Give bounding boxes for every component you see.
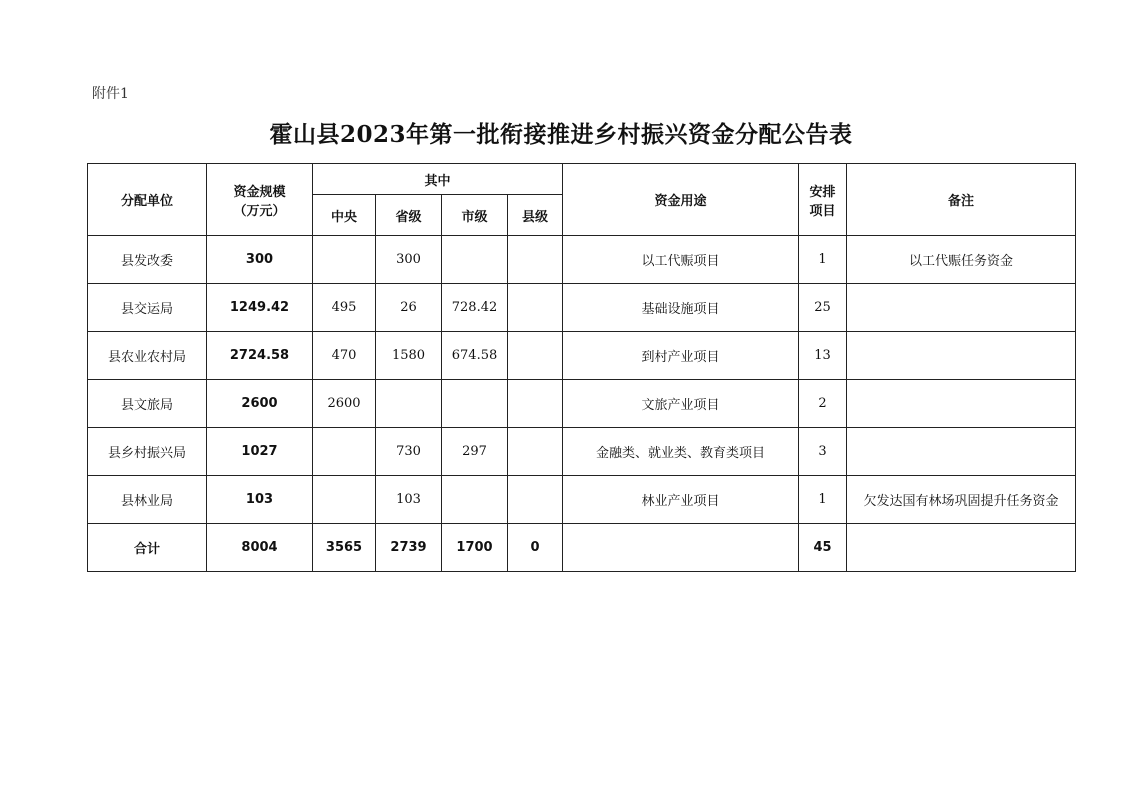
cell-purpose: 基础设施项目 bbox=[563, 284, 799, 332]
header-provincial: 省级 bbox=[376, 195, 442, 236]
cell-county bbox=[508, 284, 563, 332]
cell-central bbox=[313, 476, 376, 524]
cell-scale: 2600 bbox=[207, 380, 313, 428]
total-label: 合计 bbox=[88, 524, 207, 572]
cell-city bbox=[442, 380, 508, 428]
attachment-label: 附件1 bbox=[92, 86, 129, 102]
cell-county bbox=[508, 476, 563, 524]
table-row bbox=[88, 380, 1076, 428]
page-title: 霍山县2023年第一批衔接推进乡村振兴资金分配公告表 bbox=[269, 121, 853, 148]
header-projects-line2: 项目 bbox=[809, 203, 836, 219]
cell-central bbox=[313, 428, 376, 476]
cell-central bbox=[313, 236, 376, 284]
total-provincial: 2739 bbox=[376, 524, 442, 572]
cell-remarks bbox=[847, 380, 1076, 428]
cell-unit: 县文旅局 bbox=[88, 380, 207, 428]
cell-city bbox=[442, 476, 508, 524]
cell-county bbox=[508, 380, 563, 428]
cell-scale: 2724.58 bbox=[207, 332, 313, 380]
header-city: 市级 bbox=[442, 195, 508, 236]
cell-unit: 县交运局 bbox=[88, 284, 207, 332]
cell-provincial: 103 bbox=[376, 476, 442, 524]
header-scale bbox=[207, 164, 313, 236]
cell-remarks: 以工代赈任务资金 bbox=[847, 236, 1076, 284]
cell-remarks bbox=[847, 428, 1076, 476]
cell-provincial: 26 bbox=[376, 284, 442, 332]
cell-scale: 103 bbox=[207, 476, 313, 524]
cell-provincial: 300 bbox=[376, 236, 442, 284]
cell-county bbox=[508, 428, 563, 476]
table-row bbox=[88, 476, 1076, 524]
total-central: 3565 bbox=[313, 524, 376, 572]
total-row bbox=[88, 524, 1076, 572]
allocation-table bbox=[87, 163, 1076, 572]
total-purpose bbox=[563, 524, 799, 572]
header-scale-line2: （万元） bbox=[233, 203, 286, 219]
cell-purpose: 金融类、就业类、教育类项目 bbox=[563, 428, 799, 476]
header-county: 县级 bbox=[508, 195, 563, 236]
cell-city: 297 bbox=[442, 428, 508, 476]
cell-unit: 县乡村振兴局 bbox=[88, 428, 207, 476]
cell-unit: 县发改委 bbox=[88, 236, 207, 284]
cell-city: 728.42 bbox=[442, 284, 508, 332]
total-scale: 8004 bbox=[207, 524, 313, 572]
table-row bbox=[88, 236, 1076, 284]
header-projects bbox=[799, 164, 847, 236]
cell-purpose: 林业产业项目 bbox=[563, 476, 799, 524]
cell-scale: 1027 bbox=[207, 428, 313, 476]
header-among: 其中 bbox=[313, 164, 563, 195]
header-central: 中央 bbox=[313, 195, 376, 236]
cell-provincial bbox=[376, 380, 442, 428]
cell-city bbox=[442, 236, 508, 284]
cell-purpose: 文旅产业项目 bbox=[563, 380, 799, 428]
cell-projects: 25 bbox=[799, 284, 847, 332]
cell-projects: 1 bbox=[799, 476, 847, 524]
cell-remarks: 欠发达国有林场巩固提升任务资金 bbox=[847, 476, 1076, 524]
header-projects-line1: 安排 bbox=[809, 184, 836, 200]
table-row bbox=[88, 284, 1076, 332]
total-remarks bbox=[847, 524, 1076, 572]
cell-city: 674.58 bbox=[442, 332, 508, 380]
table-row bbox=[88, 332, 1076, 380]
cell-county bbox=[508, 236, 563, 284]
cell-provincial: 1580 bbox=[376, 332, 442, 380]
total-city: 1700 bbox=[442, 524, 508, 572]
header-scale-line1: 资金规模 bbox=[233, 184, 286, 200]
cell-projects: 13 bbox=[799, 332, 847, 380]
cell-scale: 1249.42 bbox=[207, 284, 313, 332]
cell-central: 495 bbox=[313, 284, 376, 332]
cell-scale: 300 bbox=[207, 236, 313, 284]
cell-county bbox=[508, 332, 563, 380]
cell-purpose: 到村产业项目 bbox=[563, 332, 799, 380]
total-projects: 45 bbox=[799, 524, 847, 572]
header-purpose: 资金用途 bbox=[563, 164, 799, 236]
cell-projects: 1 bbox=[799, 236, 847, 284]
header-remarks: 备注 bbox=[847, 164, 1076, 236]
total-county: 0 bbox=[508, 524, 563, 572]
table-row bbox=[88, 428, 1076, 476]
cell-remarks bbox=[847, 332, 1076, 380]
header-unit: 分配单位 bbox=[88, 164, 207, 236]
cell-purpose: 以工代赈项目 bbox=[563, 236, 799, 284]
cell-provincial: 730 bbox=[376, 428, 442, 476]
cell-remarks bbox=[847, 284, 1076, 332]
cell-unit: 县林业局 bbox=[88, 476, 207, 524]
cell-central: 2600 bbox=[313, 380, 376, 428]
cell-central: 470 bbox=[313, 332, 376, 380]
cell-projects: 3 bbox=[799, 428, 847, 476]
cell-unit: 县农业农村局 bbox=[88, 332, 207, 380]
cell-projects: 2 bbox=[799, 380, 847, 428]
